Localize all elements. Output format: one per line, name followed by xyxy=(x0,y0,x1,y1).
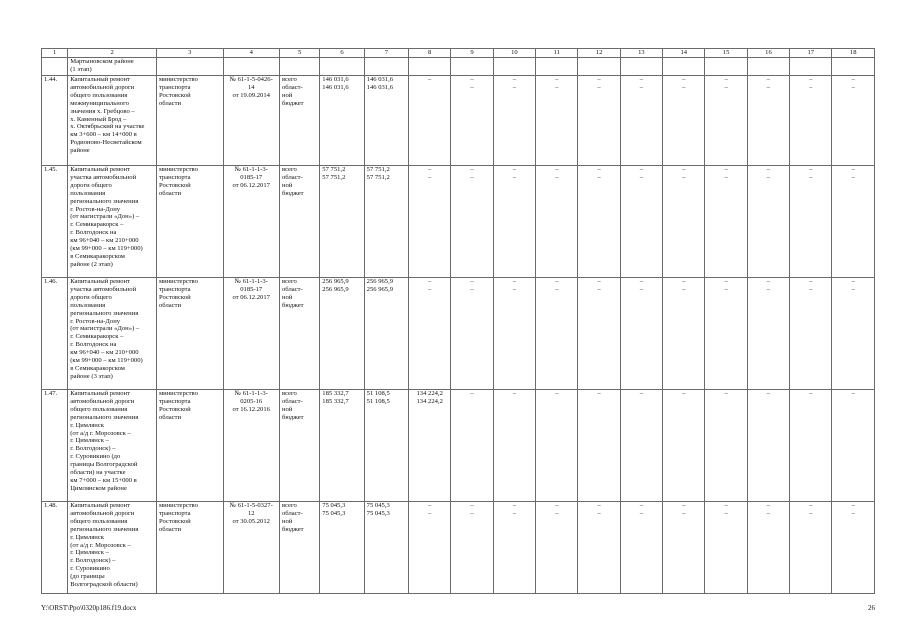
cost-cell: – – xyxy=(451,502,493,594)
empty-cell xyxy=(832,58,875,76)
column-header: 17 xyxy=(790,49,832,58)
table-row xyxy=(42,166,875,278)
column-header: 16 xyxy=(747,49,789,58)
cost-cell: – xyxy=(663,390,705,502)
cost-cell: – – xyxy=(620,166,662,278)
continuation-row xyxy=(42,58,875,76)
column-header: 8 xyxy=(409,49,451,58)
cost-col-8: – xyxy=(409,76,451,166)
empty-cell xyxy=(536,58,578,76)
cost-cell: – – xyxy=(705,502,747,594)
cost-cell: – – xyxy=(578,76,620,166)
table-row xyxy=(42,278,875,390)
cost-cell: – xyxy=(493,390,535,502)
cost-cell: – – xyxy=(493,278,535,390)
expertise-doc: № 61-1-1-3- 0205-16 от 16.12.2016 xyxy=(223,390,279,502)
cost-cell: – xyxy=(747,390,789,502)
column-header: 3 xyxy=(156,49,223,58)
column-header: 5 xyxy=(279,49,319,58)
customer: министерство транспорта Ростовской области xyxy=(156,390,223,502)
total-cost: 57 751,2 57 751,2 xyxy=(320,166,364,278)
column-header: 4 xyxy=(223,49,279,58)
cost-col-8: – – xyxy=(409,502,451,594)
cost-cell: – – xyxy=(747,76,789,166)
cost-cell: – – xyxy=(747,278,789,390)
empty-cell xyxy=(279,58,319,76)
column-header: 12 xyxy=(578,49,620,58)
cost-cell: – – xyxy=(790,166,832,278)
row-number: 1.45. xyxy=(42,166,68,278)
cost-cell: – xyxy=(832,390,875,502)
cost-cell: – – xyxy=(536,76,578,166)
cost-cell: – – xyxy=(578,278,620,390)
cost-cell: – – xyxy=(832,278,875,390)
object-name: Капитальный ремонт автомобильной дороги общего пользования регионального значения г. Цимлянск (от а/д г. Морозовск – г. Цимлянск – г. Волгодонск) – г. Суровикино (до границы Волгоградской области) на участке км 7+000 – км 15+000 в Цимлянском районе xyxy=(68,390,157,502)
cost-cell: – – xyxy=(620,278,662,390)
empty-cell xyxy=(42,58,68,76)
object-name: Капитальный ремонт автомобильной дороги общего пользования регионального значения г. Цимлянск (от а/д г. Морозовск – г. Цимлянск – г. Волгодонск) – г. Суровикино (до границы Волгоградской области) xyxy=(68,502,157,594)
expertise-doc: № 61-1-1-3- 0185-17 от 06.12.2017 xyxy=(223,278,279,390)
total-cost: 75 045,3 75 045,3 xyxy=(320,502,364,594)
cost-cell: – – xyxy=(705,76,747,166)
column-header: 2 xyxy=(68,49,157,58)
cost-cell: – xyxy=(536,390,578,502)
empty-cell xyxy=(705,58,747,76)
cost-cell: – – xyxy=(790,278,832,390)
object-name: Капитальный ремонт участка автомобильной дороги общего пользования регионального значения г. Ростов-на-Дону (от магистрали «Дон») – г. Семикаракорск – г. Волгодонск на км 96+040 – км 210+000 (км 99+000 – км 119+000) в Семикаракорском районе (3 этап) xyxy=(68,278,157,390)
expertise-doc: № 61-1-1-3- 0185-17 от 06.12.2017 xyxy=(223,166,279,278)
cost-cell: – – xyxy=(578,502,620,594)
funding-source: всего област- ной бюджет xyxy=(279,76,319,166)
cost-col-8: – – xyxy=(409,166,451,278)
cost-cell: – xyxy=(451,390,493,502)
column-header: 10 xyxy=(493,49,535,58)
total-cost: 146 031,6 146 031,6 xyxy=(320,76,364,166)
cost-cell: – – xyxy=(620,76,662,166)
empty-cell xyxy=(663,58,705,76)
column-header: 1 xyxy=(42,49,68,58)
row-number: 1.46. xyxy=(42,278,68,390)
column-number-row xyxy=(42,49,875,58)
funding-source: всего област- ной бюджет xyxy=(279,390,319,502)
column-header: 15 xyxy=(705,49,747,58)
cost-cell: – – xyxy=(747,166,789,278)
cost-cell: – xyxy=(705,390,747,502)
table-row xyxy=(42,502,875,594)
cost-col-7: 256 965,9 256 965,9 xyxy=(364,278,408,390)
cost-cell: – – xyxy=(832,166,875,278)
cost-col-7: 146 031,6 146 031,6 xyxy=(364,76,408,166)
cost-cell: – – xyxy=(747,502,789,594)
column-header: 9 xyxy=(451,49,493,58)
table-row xyxy=(42,390,875,502)
cost-cell: – – xyxy=(663,76,705,166)
row-number: 1.48. xyxy=(42,502,68,594)
column-header: 13 xyxy=(620,49,662,58)
cost-cell: – – xyxy=(832,502,875,594)
cost-cell: – – xyxy=(536,166,578,278)
empty-cell xyxy=(156,58,223,76)
empty-cell xyxy=(493,58,535,76)
object-name: Капитальный ремонт участка автомобильной дороги общего пользования регионального значения г. Ростов-на-Дону (от магистрали «Дон») – г. Семикаракорск – г. Волгодонск на км 96+040 – км 210+000 (км 99+000 – км 119+000) в Семикаракорском районе (2 этап) xyxy=(68,166,157,278)
funding-source: всего област- ной бюджет xyxy=(279,502,319,594)
row-number: 1.44. xyxy=(42,76,68,166)
funding-source: всего област- ной бюджет xyxy=(279,278,319,390)
customer: министерство транспорта Ростовской области xyxy=(156,166,223,278)
cost-cell: – – xyxy=(663,502,705,594)
cost-col-7: 75 045,3 75 045,3 xyxy=(364,502,408,594)
cost-col-7: 57 751,2 57 751,2 xyxy=(364,166,408,278)
page-number: 26 xyxy=(868,604,875,612)
column-header: 18 xyxy=(832,49,875,58)
cost-cell: – – xyxy=(790,76,832,166)
cost-cell: – – xyxy=(493,502,535,594)
cost-cell: – – xyxy=(620,502,662,594)
cost-cell: – – xyxy=(536,278,578,390)
cost-cell: – – xyxy=(705,278,747,390)
cost-col-8: – – xyxy=(409,278,451,390)
empty-cell xyxy=(790,58,832,76)
cost-cell: – – xyxy=(536,502,578,594)
expertise-doc: № 61-1-5-0327- 12 от 30.05.2012 xyxy=(223,502,279,594)
cost-cell: – – xyxy=(493,166,535,278)
expertise-doc: № 61-1-5-0426- 14 от 19.09.2014 xyxy=(223,76,279,166)
empty-cell xyxy=(620,58,662,76)
cost-col-7: 51 108,5 51 108,5 xyxy=(364,390,408,502)
empty-cell xyxy=(409,58,451,76)
cost-cell: – – xyxy=(493,76,535,166)
cost-cell: – – xyxy=(832,76,875,166)
empty-cell xyxy=(578,58,620,76)
cost-cell: – – xyxy=(705,166,747,278)
cost-cell: – xyxy=(790,390,832,502)
row-number: 1.47. xyxy=(42,390,68,502)
total-cost: 256 965,9 256 965,9 xyxy=(320,278,364,390)
cost-cell: – – xyxy=(451,76,493,166)
cost-cell: – – xyxy=(663,166,705,278)
cost-col-8: 134 224,2 134 224,2 xyxy=(409,390,451,502)
column-header: 11 xyxy=(536,49,578,58)
table-body xyxy=(42,76,875,594)
budget-table xyxy=(41,48,875,594)
cost-cell: – xyxy=(620,390,662,502)
cost-cell: – – xyxy=(790,502,832,594)
column-header: 7 xyxy=(364,49,408,58)
empty-cell xyxy=(223,58,279,76)
continuation-name: Мартыновском районе (1 этап) xyxy=(68,58,157,76)
file-path: Y:\ORST\Ppo\0320p186.f19.docx xyxy=(41,604,137,612)
cost-cell: – – xyxy=(578,166,620,278)
column-header: 14 xyxy=(663,49,705,58)
cost-cell: – – xyxy=(451,278,493,390)
empty-cell xyxy=(364,58,408,76)
empty-cell xyxy=(320,58,364,76)
customer: министерство транспорта Ростовской области xyxy=(156,502,223,594)
total-cost: 185 332,7 185 332,7 xyxy=(320,390,364,502)
table-row xyxy=(42,76,875,166)
cost-cell: – – xyxy=(451,166,493,278)
cost-cell: – xyxy=(578,390,620,502)
empty-cell xyxy=(451,58,493,76)
object-name: Капитальный ремонт автомобильной дороги общего пользования межмуниципального значения х. Гребцово – х. Каменный Брод – х. Октябрьский на участке км 3+600 – км 14+000 в Родионово-Несветайском районе xyxy=(68,76,157,166)
customer: министерство транспорта Ростовской области xyxy=(156,278,223,390)
customer: министерство транспорта Ростовской области xyxy=(156,76,223,166)
column-header: 6 xyxy=(320,49,364,58)
empty-cell xyxy=(747,58,789,76)
funding-source: всего област- ной бюджет xyxy=(279,166,319,278)
cost-cell: – – xyxy=(663,278,705,390)
